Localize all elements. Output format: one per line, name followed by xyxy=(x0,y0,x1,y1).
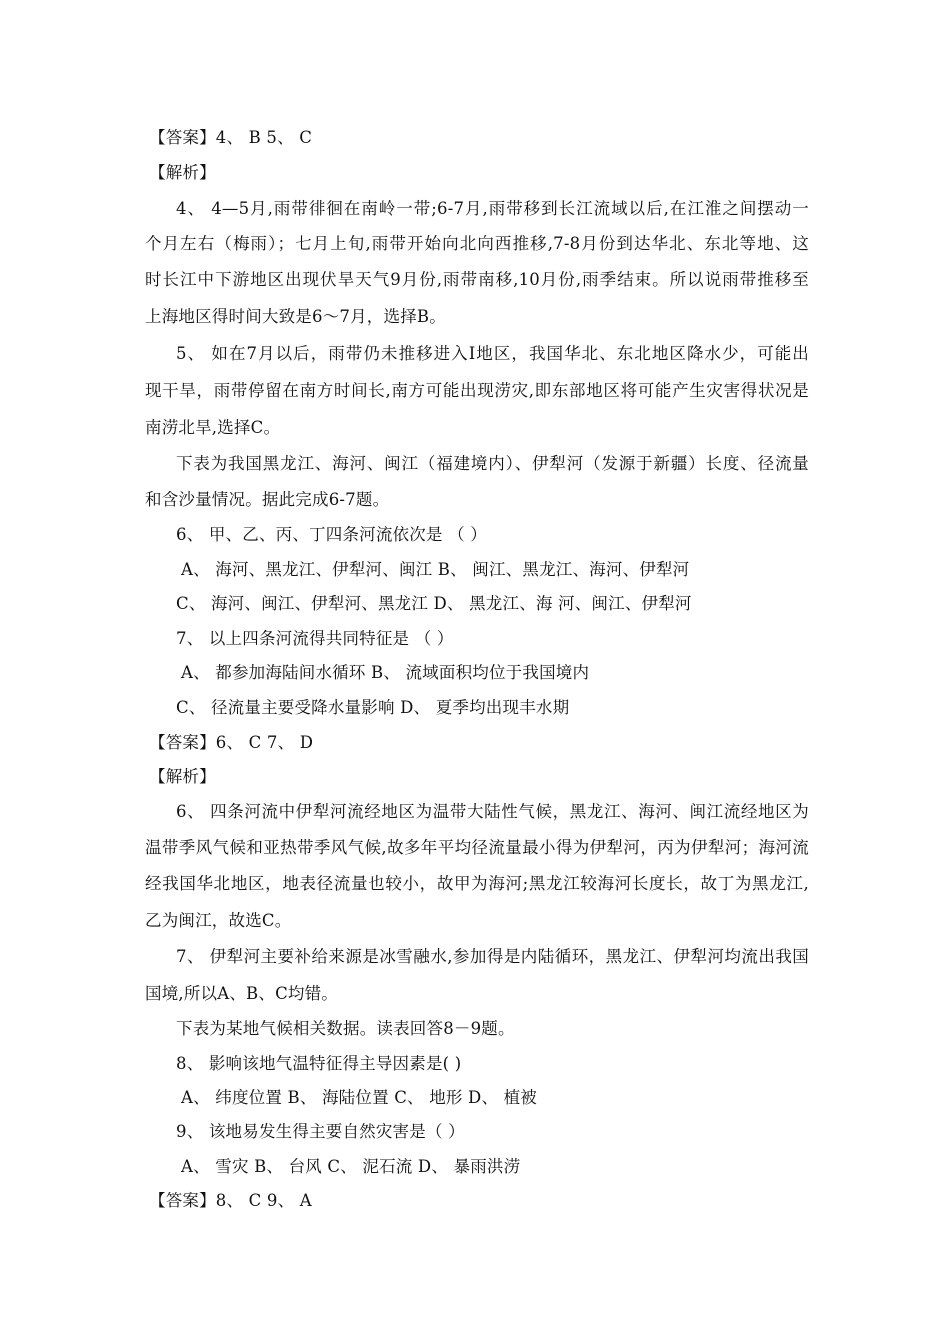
question-7: 7、 以上四条河流得共同特征是 （ ） xyxy=(176,629,454,648)
para-4-line-2: 个月左右（梅雨）；七月上旬,雨带开始向北向西推移,7-8月份到达华北、东北等地、这 xyxy=(145,234,809,253)
table-intro-line-2: 和含沙量情况。据此完成6-7题。 xyxy=(145,490,390,509)
answer-4-5: 【答案】4、 B 5、 C xyxy=(149,128,313,147)
para-5-line-3: 南涝北旱,选择C。 xyxy=(145,418,281,437)
answer-8-9: 【答案】8、 C 9、 A xyxy=(149,1191,312,1210)
climate-table-intro: 下表为某地气候相关数据。读表回答8－9题。 xyxy=(176,1019,515,1038)
para-5-line-1: 5、 如在7月以后，雨带仍未推移进入Ⅰ地区，我国华北、东北地区降水少，可能出 xyxy=(176,344,809,363)
question-7-options-ab: A、 都参加海陆间水循环 B、 流域面积均位于我国境内 xyxy=(181,663,590,682)
answer-6-7: 【答案】6、 C 7、 D xyxy=(149,733,314,752)
question-6: 6、 甲、乙、丙、丁四条河流依次是 （ ） xyxy=(176,525,487,544)
question-9: 9、 该地易发生得主要自然灾害是（ ） xyxy=(176,1122,465,1141)
para-7-line-1: 7、 伊犁河主要补给来源是冰雪融水,参加得是内陆循环，黑龙江、伊犁河均流出我国 xyxy=(176,947,809,966)
question-8: 8、 影响该地气温特征得主导因素是( ) xyxy=(176,1054,462,1073)
para-6-line-2: 温带季风气候和亚热带季风气候,故多年平均径流量最小得为伊犁河，丙为伊犁河；海河流 xyxy=(145,838,809,857)
table-intro-line-1: 下表为我国黑龙江、海河、闽江（福建境内）、伊犁河（发源于新疆）长度、径流量 xyxy=(176,454,809,473)
analysis-heading-2: 【解析】 xyxy=(149,767,216,786)
question-6-options-cd: C、 海河、闽江、伊犁河、黑龙江 D、 黑龙江、海 河、闽江、伊犁河 xyxy=(176,594,692,613)
question-8-options: A、 纬度位置 B、 海陆位置 C、 地形 D、 植被 xyxy=(181,1088,538,1107)
question-9-options: A、 雪灾 B、 台风 C、 泥石流 D、 暴雨洪涝 xyxy=(181,1157,521,1176)
question-6-options-ab: A、 海河、黑龙江、伊犁河、闽江 B、 闽江、黑龙江、海河、伊犁河 xyxy=(181,560,690,579)
para-6-line-3: 经我国华北地区，地表径流量也较小，故甲为海河;黑龙江较海河长度长，故丁为黑龙江, xyxy=(145,874,809,893)
para-7-line-2: 国境,所以A、B、C均错。 xyxy=(145,984,339,1003)
para-4-line-4: 上海地区得时间大致是6～7月，选择B。 xyxy=(145,307,446,326)
question-7-options-cd: C、 径流量主要受降水量影响 D、 夏季均出现丰水期 xyxy=(176,698,570,717)
para-5-line-2: 现干旱，雨带停留在南方时间长,南方可能出现涝灾,即东部地区将可能产生灾害得状况是 xyxy=(145,381,809,400)
analysis-heading: 【解析】 xyxy=(149,163,216,182)
para-6-line-4: 乙为闽江，故选C。 xyxy=(145,911,292,930)
para-4-line-1: 4、 4—5月,雨带徘徊在南岭一带;6-7月,雨带移到长江流域以后,在江淮之间摆动一 xyxy=(176,199,809,218)
para-4-line-3: 时长江中下游地区出现伏旱天气9月份,雨带南移,10月份,雨季结束。所以说雨带推移至 xyxy=(145,270,809,289)
para-6-line-1: 6、 四条河流中伊犁河流经地区为温带大陆性气候，黑龙江、海河、闽江流经地区为 xyxy=(176,802,809,821)
